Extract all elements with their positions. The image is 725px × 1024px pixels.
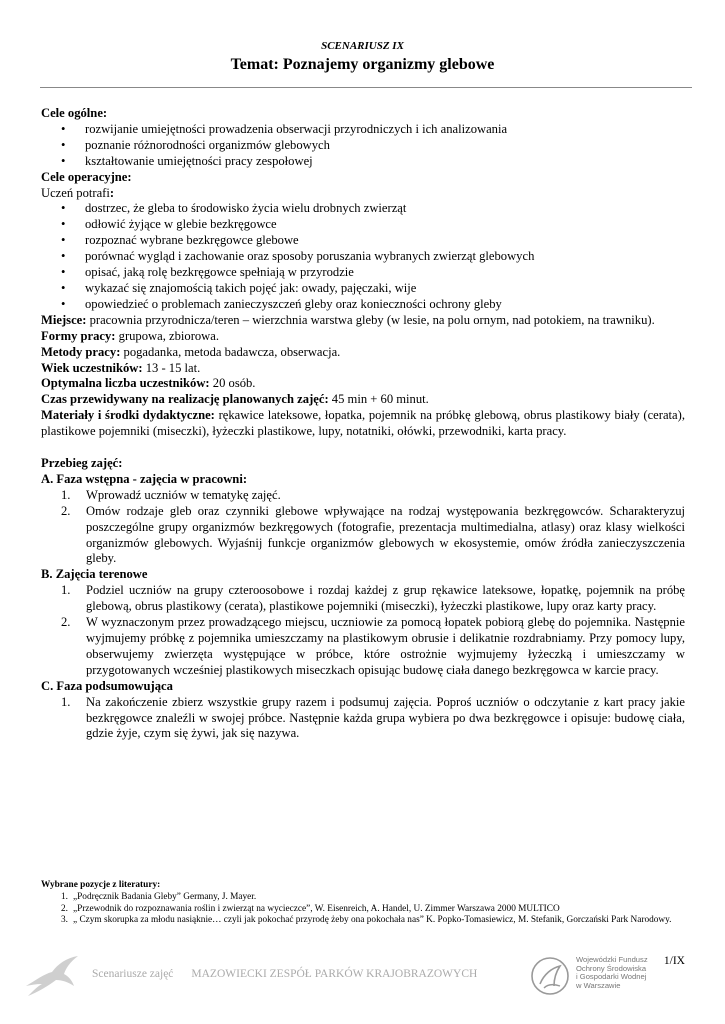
phase-c-title: C. Faza podsumowująca [41,678,173,693]
footer-text [92,968,477,980]
literature-list [41,892,681,926]
list-item: • kształtowanie umiejętności pracy zespołowej [41,154,685,170]
list-item: • rozwijanie umiejętności prowadzenia obserwacji przyrodniczych i ich analizowania [41,122,685,138]
page-number: 1/IX [663,955,685,967]
footer-park-name: MAZOWIECKI ZESPÓŁ PARKÓW KRAJOBRAZOWYCH [191,968,478,980]
info-participants [41,376,685,392]
info-age [41,361,685,377]
step-number: 1. [61,694,71,709]
phase-c-steps [41,695,685,743]
list-item: • wykazać się znajomością takich pojęć jak: owady, pajęczaki, wije [41,281,685,297]
phase-b-title: B. Zajęcia terenowe [41,567,148,582]
literature-item [41,904,681,915]
header-divider [40,87,692,88]
step-item [41,615,685,679]
info-methods [41,345,685,361]
step-text: Podziel uczniów na grupy czteroosobowe i rozdaj każdej z grup rękawice lateksowe, łopatkę, pojemnik na próbę glebową, obrus plastikowy (cerata), plastikowe pojemniki (miseczki), łyżeczki plastikowe, lupy oraz karty pracy. [86,583,685,614]
list-item: • opowiedzieć o problemach zanieczyszczeń gleby oraz konieczności ochrony gleby [41,297,685,313]
general-goals-list [41,122,685,170]
literature-section [41,880,681,927]
literature-text: „Podręcznik Badania Gleby” Germany, J. Mayer. [73,892,257,903]
fund-line: Wojewódzki Fundusz [576,955,648,964]
info-label: Miejsce: [41,312,87,327]
list-item: • odłowić żyjące w glebie bezkręgowce [41,217,685,233]
phase-a-title: A. Faza wstępna - zajęcia w pracowni: [41,471,248,486]
fund-line: Ochrony Środowiska [576,963,647,973]
info-time [41,392,685,408]
list-item: • opisać, jaką rolę bezkręgowce spełniają w przyrodzie [41,265,685,281]
step-item [41,488,685,504]
operational-goals-intro [41,186,685,202]
step-item [41,695,685,743]
info-materials [41,408,685,440]
step-number: 2. [61,615,71,630]
info-value: 13 - 15 lat. [142,360,201,375]
step-text: W wyznaczonym przez prowadzącego miejscu, uczniowie za pomocą łopatek pobiorą glebę do pojemnika. Następnie wyjmujemy próbkę z pojemnika umieszczamy na plastikowym obrusie i delikatnie rozdrabniamy. Przy pomocy lupy, obserwujemy zwierzęta występujące w próbce, które ostrożnie wyjmujemy łyżeczką i umieszczamy w przygotowanych wcześniej plastikowych miseczkach opisując budowę ciała danego bezkręgowca w karcie pracy. [86,615,685,677]
literature-text: „Przewodnik do rozpoznawania roślin i zwierząt na wycieczce”, W. Eisenreich, A. Handel, U. Zimmer Warszawa 2000 MULTICO [73,903,560,914]
phase-b-steps [41,583,685,678]
fund-line: i Gospodarki Wodnej [576,972,647,982]
fund-name [576,956,686,990]
step-text: Na zakończenie zbierz wszystkie grupy razem i podsumuj zajęcia. Poproś uczniów o odczytanie z kart pracy jakie bezkręgowce znaleźli w swojej próbce. Następnie każda grupa wybiera po dwa bezkręgowce i opisuje: budowę ciała, gdzie żyje, czym się żywi, jak się nazywa. [86,694,685,741]
literature-number: 2. [61,903,68,914]
footer-left-text: Scenariusze zajęć [92,968,174,980]
info-label: Wiek uczestników: [41,360,143,375]
list-item: • porównać wygląd i zachowanie oraz sposoby poruszania wybranych zwierząt glebowych [41,249,685,265]
fund-logo-icon [530,954,570,998]
phase-a-steps [41,488,685,568]
list-item: • dostrzec, że gleba to środowisko życia wielu drobnych zwierząt [41,201,685,217]
info-label: Metody pracy: [41,344,121,359]
info-value: 45 min + 60 minut. [328,392,429,407]
literature-number: 3. [61,915,68,926]
step-item [41,504,685,568]
list-item: • poznanie różnorodności organizmów glebowych [41,138,685,154]
step-text: Omów rodzaje gleb oraz czynniki glebowe wpływające na rodzaj występowania bezkręgowców. Scharakteryzuj poszczególne grupy organizmów bezkręgowych (fotografie, prezentacja multimedialna, atlasy) oraz klasy wielkości organizmów glebowych. Wyjaśnij funkcje organizmów glebowych w ekosystemie, omów źródła zanieczyszczenia gleby. [86,503,685,566]
operational-goals-list [41,201,685,312]
info-label: Materiały i środki dydaktyczne: [41,408,215,423]
info-value: pracownia przyrodnicza/teren – wierzchnia warstwa gleby (w lesie, na polu ornym, nad potokiem, na trawniku). [86,312,655,327]
list-item: • rozpoznać wybrane bezkręgowce glebowe [41,233,685,249]
operational-goals-heading: Cele operacyjne: [41,169,132,184]
info-forms [41,329,685,345]
literature-heading: Wybrane pozycje z literatury: [41,880,161,890]
fund-line: w Warszawie [576,980,621,990]
literature-item [41,892,681,903]
intro-text: Uczeń potrafi [41,185,110,200]
info-value: rękawice lateksowe, łopatka, pojemnik na próbkę glebową, obrus plastikowy biały (cerata), plastikowe pojemniki (miseczki), łyżeczki plastikowe, lupy, notatniki, ołówki, przewodniki, karta pracy. [41,408,685,439]
general-goals-heading: Cele ogólne: [41,106,108,120]
bird-logo-icon [22,952,82,1000]
info-label: Formy pracy: [41,328,116,343]
info-value: grupowa, zbiorowa. [115,328,220,343]
step-number: 1. [61,487,71,502]
info-label: Optymalna liczba uczestników: [41,376,210,391]
scenario-label: SCENARIUSZ IX [321,40,404,52]
intro-colon: : [109,185,115,200]
document-body [41,106,685,742]
literature-item [41,915,681,926]
info-value: 20 osób. [209,376,256,391]
page-title: Temat: Poznajemy organizmy glebowe [230,56,495,73]
info-value: pogadanka, metoda badawcza, obserwacja. [120,344,341,359]
step-text: Wprowadź uczniów w tematykę zajęć. [86,487,281,502]
literature-text: „ Czym skorupka za młodu nasiąknie… czyli jak pokochać przyrodę żeby ona pokochała nas” K. Popko-Tomasiewicz, M. Stefanik, Gorczański Park Narodowy. [73,915,672,926]
step-item [41,583,685,615]
step-number: 2. [61,503,71,518]
info-label: Czas przewidywany na realizację planowanych zajęć: [41,392,329,407]
step-number: 1. [61,583,71,598]
info-place [41,313,685,329]
literature-number: 1. [61,892,68,903]
course-heading: Przebieg zajęć: [41,456,123,471]
